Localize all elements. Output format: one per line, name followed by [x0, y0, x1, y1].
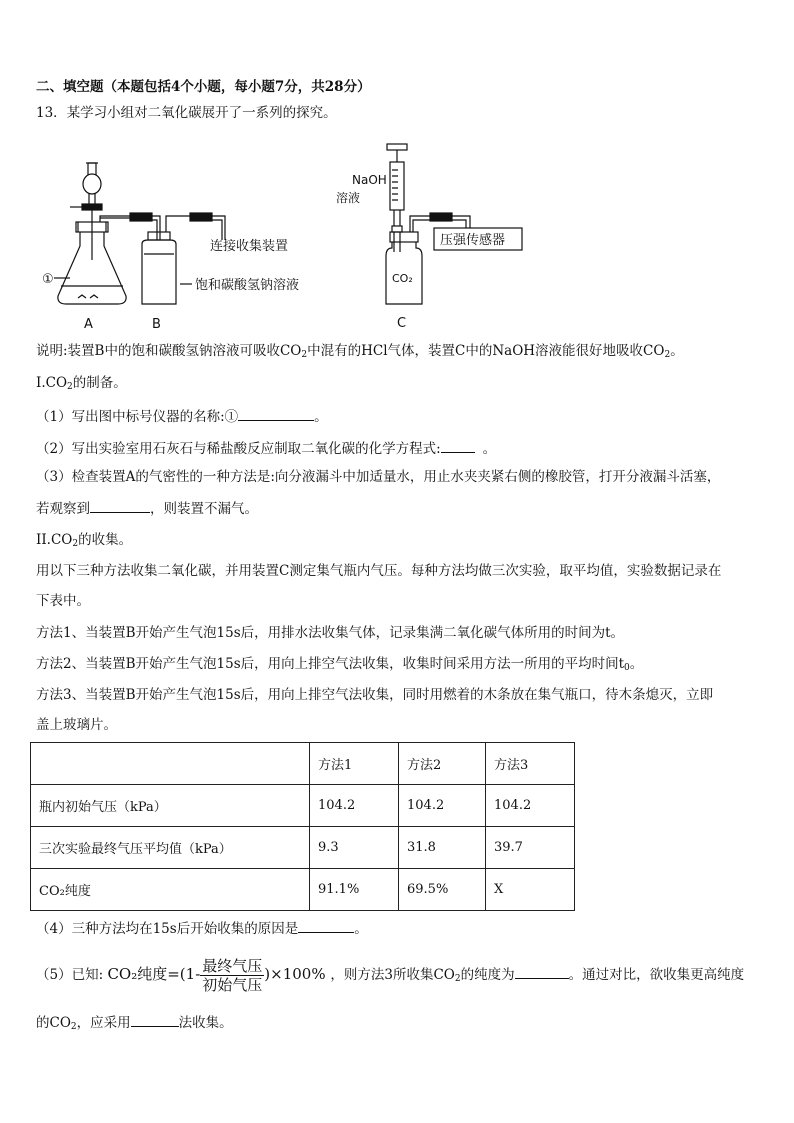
question-stem-text: 某学习小组对二氧化碳展开了一系列的探究。 — [66, 105, 337, 121]
method1-line: 方法1、当装置B开始产生气泡15s后，用排水法收集气体，记录集满二氧化碳气体所用的时间为t。 — [36, 625, 625, 641]
part2-sub: 2 — [72, 539, 79, 549]
method3-line1: 方法3、当装置B开始产生气泡15s后，用向上排空气法收集，同时用燃着的木条放在集气瓶口，待木条熄灭，立即 — [36, 687, 714, 703]
table-cell: 104.2 — [486, 785, 575, 827]
part2-suffix: 的收集。 — [78, 532, 133, 548]
note-line — [36, 342, 684, 360]
apparatus-diagram — [30, 136, 550, 336]
part1-sub: 2 — [67, 382, 73, 392]
q3-line2 — [36, 498, 258, 518]
naoh-solution-label: 溶液 — [336, 191, 361, 205]
table-cell: 91.1% — [310, 869, 399, 911]
table-cell: 104.2 — [399, 785, 486, 827]
part2-prefix: II.CO — [36, 532, 73, 548]
table-cell: 瓶内初始气压（kPa） — [31, 785, 310, 827]
funnel-bulb — [83, 174, 101, 194]
q4-answer-blank[interactable] — [298, 918, 354, 933]
q5-end: 。通过对比，欲收集更高纯度 — [568, 967, 745, 983]
q5-line1 — [36, 954, 744, 995]
table-header-cell: 方法2 — [399, 743, 486, 785]
q5-mid2: 的纯度为 — [460, 967, 515, 983]
method2-line — [36, 655, 643, 673]
q3-suffix: ，则装置不漏气。 — [150, 501, 258, 517]
table-cell: 69.5% — [399, 869, 486, 911]
syringe-barrel — [390, 162, 404, 210]
label-b: B — [152, 317, 161, 332]
q5-line2-mid: ，应采用 — [76, 1015, 131, 1031]
q5-line2-end: 法收集。 — [178, 1015, 233, 1031]
q5-prefix: （5）已知: — [36, 967, 104, 983]
formula-left: CO₂纯度=(1- — [107, 965, 201, 983]
part1-prefix: I.CO — [36, 375, 68, 391]
q1-end: 。 — [314, 409, 328, 425]
table-header-row — [31, 743, 575, 785]
table-cell: CO₂纯度 — [31, 869, 310, 911]
note-prefix: 说明:装置B中的饱和碳酸氢钠溶液可吸收CO — [36, 343, 302, 359]
q5-line2-sub: 2 — [70, 1022, 77, 1032]
table-row — [31, 869, 575, 911]
method2-sub: 0 — [624, 663, 630, 673]
naoh-label: NaOH — [352, 173, 387, 187]
note-sub2: 2 — [664, 350, 671, 360]
question-number: 13． — [36, 105, 67, 121]
label-c: C — [397, 316, 407, 331]
q5-line2-prefix: 的CO — [36, 1015, 71, 1031]
q1-line — [36, 406, 328, 426]
formula-right: )×100% — [264, 965, 326, 983]
table-cell: 104.2 — [310, 785, 399, 827]
note-mid: 中混有的HCl气体，装置C中的NaOH溶液能很好地吸收CO — [307, 343, 665, 359]
method2-text: 方法2、当装置B开始产生气泡15s后，用向上排空气法收集，收集时间采用方法一所用的平均时间t — [36, 656, 625, 672]
section-header: 二、填空题（本题包括4个小题，每小题7分，共28分） — [36, 79, 371, 95]
fraction-denominator: 初始气压 — [202, 975, 263, 994]
table-header-cell — [31, 743, 310, 785]
q1-text: （1）写出图中标号仪器的名称:① — [36, 409, 239, 425]
syringe-plunger-top — [387, 144, 407, 150]
fraction-numerator: 最终气压 — [202, 956, 263, 975]
q3-line1: （3）检查装置A的气密性的一种方法是:向分液漏斗中加适量水，用止水夹夹紧右侧的橡胶管，打开分液漏斗活塞， — [36, 469, 721, 485]
q1-answer-blank[interactable] — [238, 406, 314, 421]
q4-text: （4）三种方法均在15s后开始收集的原因是 — [36, 921, 299, 937]
q2-text: （2）写出实验室用石灰石与稀盐酸反应制取二氧化碳的化学方程式: — [36, 441, 441, 457]
q5-line2 — [36, 1012, 233, 1032]
intro-line1: 用以下三种方法收集二氧化碳，并用装置C测定集气瓶内气压。每种方法均做三次实验，取平均值，实验数据记录在 — [36, 563, 722, 579]
purity-formula — [107, 956, 330, 994]
formula-fraction — [200, 957, 264, 994]
table-cell: X — [486, 869, 575, 911]
part1-suffix: 的制备。 — [72, 375, 127, 391]
q3-prefix: 若观察到 — [36, 501, 90, 517]
saturated-label: 饱和碳酸氢钠溶液 — [195, 278, 300, 293]
note-sub1: 2 — [301, 350, 308, 360]
stopper-b — [148, 232, 170, 240]
q2-answer-blank[interactable] — [441, 438, 475, 453]
q4-end: 。 — [354, 921, 368, 937]
table-header-cell: 方法1 — [310, 743, 399, 785]
table-row — [31, 827, 575, 869]
q5-purity-blank[interactable] — [515, 964, 569, 979]
part1-heading — [36, 374, 127, 392]
table-header-cell: 方法3 — [486, 743, 575, 785]
table-row — [31, 785, 575, 827]
q5-mid: ，则方法3所收集CO — [330, 967, 455, 983]
note-end: 。 — [670, 343, 684, 359]
part2-heading — [36, 531, 132, 549]
gas-washing-bottle — [142, 240, 176, 304]
marker-1: ① — [42, 272, 54, 287]
method3-line2: 盖上玻璃片。 — [36, 717, 117, 733]
q2-end: 。 — [482, 441, 497, 457]
co2-label: CO₂ — [392, 272, 413, 285]
q3-answer-blank[interactable] — [90, 498, 150, 513]
label-a: A — [84, 317, 93, 332]
q5-sub: 2 — [454, 974, 461, 984]
q4-line — [36, 918, 368, 938]
table-cell: 39.7 — [486, 827, 575, 869]
connect-label: 连接收集装置 — [210, 239, 289, 254]
data-table — [30, 742, 575, 911]
q5-method-blank[interactable] — [131, 1012, 179, 1027]
q2-line — [36, 438, 496, 458]
table-cell: 9.3 — [310, 827, 399, 869]
pressure-sensor-label: 压强传感器 — [440, 233, 506, 248]
question-stem — [36, 104, 337, 122]
method2-end: 。 — [629, 656, 644, 672]
intro-line2: 下表中。 — [36, 593, 90, 609]
table-cell: 31.8 — [399, 827, 486, 869]
table-cell: 三次实验最终气压平均值（kPa） — [31, 827, 310, 869]
